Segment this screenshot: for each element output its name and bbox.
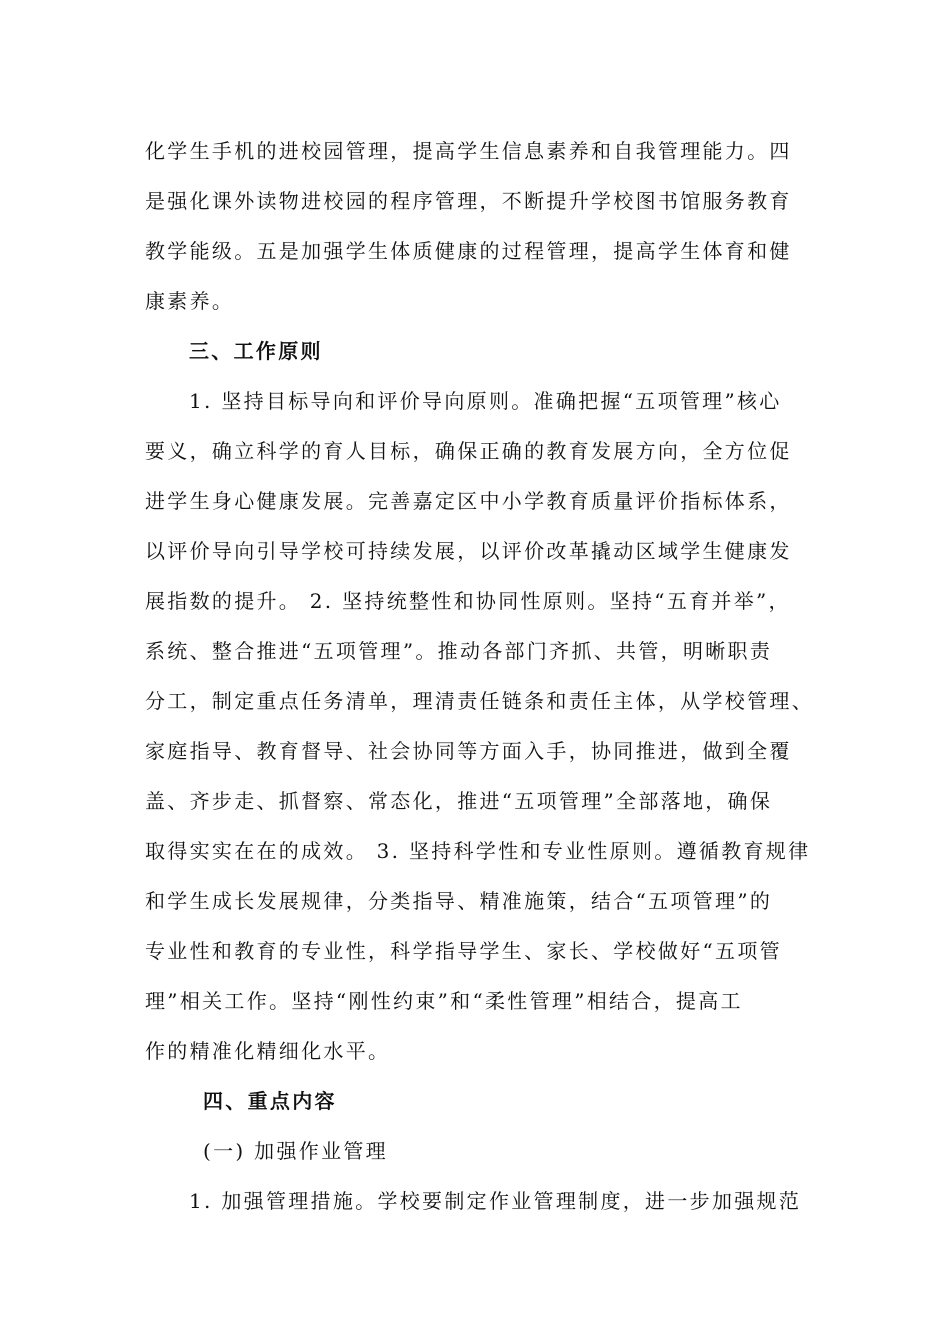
text-line: 取得实实在在的成效。 3. 坚持科学性和专业性原则。遵循教育规律 — [145, 839, 811, 863]
section-heading: 三、工作原则 — [189, 339, 323, 363]
text-line: 进学生身心健康发展。完善嘉定区中小学教育质量评价指标体系， — [145, 489, 792, 513]
text-line: 盖、齐步走、抓督察、常态化，推进“五项管理”全部落地，确保 — [145, 789, 773, 813]
text-line: 作的精准化精细化水平。 — [145, 1039, 391, 1063]
text-line: 以评价导向引导学校可持续发展，以评价改革撬动区域学生健康发 — [145, 539, 792, 563]
text-line: 和学生成长发展规律，分类指导、精准施策，结合“五项管理”的 — [145, 889, 773, 913]
text-line: 是强化课外读物进校园的程序管理，不断提升学校图书馆服务教育 — [145, 189, 792, 213]
text-line: 系统、整合推进“五项管理”。推动各部门齐抓、共管，明晰职责 — [145, 639, 773, 663]
text-line: 展指数的提升。 2. 坚持统整性和协同性原则。坚持“五育并举”， — [145, 589, 791, 613]
text-line: 分工，制定重点任务清单，理清责任链条和责任主体，从学校管理、 — [145, 689, 814, 713]
text-line: 家庭指导、教育督导、社会协同等方面入手，协同推进，做到全覆 — [145, 739, 792, 763]
section-heading: 四、重点内容 — [203, 1089, 337, 1113]
text-line: 教学能级。五是加强学生体质健康的过程管理，提高学生体育和健 — [145, 239, 792, 263]
text-line: 1. 加强管理措施。学校要制定作业管理制度，进一步加强规范 — [189, 1189, 802, 1213]
text-line: 康素养。 — [145, 289, 235, 313]
text-line: 要义，确立科学的育人目标，确保正确的教育发展方向，全方位促 — [145, 439, 792, 463]
text-line: 1. 坚持目标导向和评价导向原则。准确把握“五项管理”核心 — [189, 389, 782, 413]
text-line: 化学生手机的进校园管理，提高学生信息素养和自我管理能力。四 — [145, 139, 792, 163]
subsection-heading: (一) 加强作业管理 — [203, 1139, 388, 1163]
text-line: 专业性和教育的专业性，科学指导学生、家长、学校做好“五项管 — [145, 939, 782, 963]
text-line: 理”相关工作。坚持“刚性约束”和“柔性管理”相结合，提高工 — [145, 989, 743, 1013]
